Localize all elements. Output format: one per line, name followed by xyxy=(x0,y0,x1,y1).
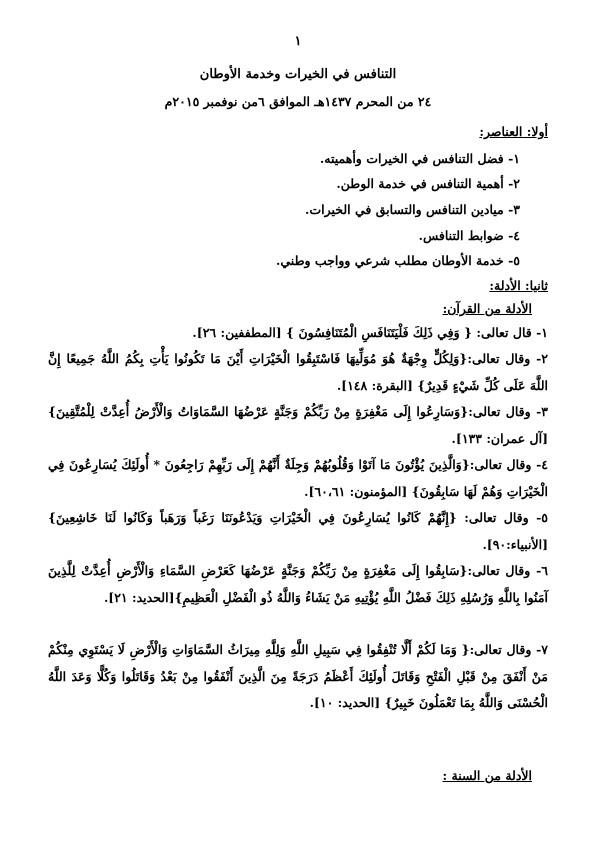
sunnah-heading: الأدلة من السنة : xyxy=(442,768,532,783)
quran-heading: الأدلة من القرآن: xyxy=(442,301,532,316)
elements-heading: أولا: العناصر: xyxy=(479,124,548,139)
quran-verse-2: ٢- وقال تعالى:{وَلِكُلٍّ وِجْهَةٌ هُوَ مُوَلِّيهَا فَاسْتَبِقُوا الْخَيْرَاتِ أَيْنَ مَا تَكُونُوا يَأْتِ بِكُمُ اللَّهُ جَمِيعًا إِنَّ اللَّهَ عَلَى كُلِّ شَيْءٍ قَدِيرٌ} [البقرة: ١٤٨]. xyxy=(48,351,548,393)
evidence-heading: ثانيا: الأدلة: xyxy=(489,278,548,293)
quran-verse-5: ٥- وقال تعالى: {إِنَّهُمْ كَانُوا يُسَارِعُونَ فِي الْخَيْرَاتِ وَيَدْعُونَنَا رَغَباً وَرَهَباً وَكَانُوا لَنَا خَاشِعِينَ} [الأنبياء:٩٠]. xyxy=(48,510,548,552)
quran-verse-7: ٧- وقال تعالى:{ وَمَا لَكُمْ أَلَّا تُنْفِقُوا فِي سَبِيلِ اللَّهِ وَلِلَّهِ مِيرَاثُ السَّمَاوَاتِ وَالْأَرْضِ لَا يَسْتَوِي مِنْكُمْ مَنْ أَنْفَقَ مِنْ قَبْلِ الْفَتْحِ وَقَاتَلَ أُولَئِكَ أَعْظَمُ دَرَجَةً مِنَ الَّذِينَ أَنْفَقُوا مِنْ بَعْدُ وَقَاتَلُوا وَكُلًّا وَعَدَ اللَّهُ الْحُسْنَى وَاللَّهُ بِمَا تَعْمَلُونَ خَبِيرٌ} [الحديد: ١٠]. xyxy=(48,642,548,710)
quran-verse-1: ١- قال تعالى: { وَفِي ذَلِكَ فَلْيَتَنَافَسِ الْمُتَنَافِسُونَ } [المطففين: ٢٦]. xyxy=(192,325,548,340)
quran-verse-6: ٦- وقال تعالى:{سَابِقُوا إِلَى مَغْفِرَةٍ مِنْ رَبِّكُمْ وَجَنَّةٍ عَرْضُهَا كَعَرْضِ السَّمَاءِ وَالْأَرْضِ أُعِدَّتْ لِلَّذِينَ آمَنُوا بِاللَّهِ وَرُسُلِهِ ذَلِكَ فَضْلُ اللَّهِ يُؤْتِيهِ مَنْ يَشَاءُ وَاللَّهُ ذُو الْفَضْلِ الْعَظِيمِ}[الحديد: ٢١]. xyxy=(48,563,548,605)
element-item-2: ٢- أهمية التنافس في خدمة الوطن. xyxy=(336,176,520,191)
page-number: ١ xyxy=(294,34,302,49)
quran-verse-4: ٤- وقال تعالى:{وَالَّذِينَ يُؤْتُونَ مَا آتَوْا وَقُلُوبُهُمْ وَجِلَةٌ أَنَّهُمْ إِلَى رَبِّهِمْ رَاجِعُونَ * أُولَئِكَ يُسَارِعُونَ فِي الْخَيْرَاتِ وَهُمْ لَهَا سَابِقُونَ} [المؤمنون: ٦٠،٦١]. xyxy=(48,457,548,499)
date-line: ٢٤ من المحرم ١٤٣٧هـ الموافق ٦من نوفمبر ٢٠١٥م xyxy=(164,94,432,109)
element-item-1: ١- فضل التنافس في الخيرات وأهميته. xyxy=(319,151,520,166)
element-item-5: ٥- خدمة الأوطان مطلب شرعي وواجب وطني. xyxy=(276,253,520,268)
page-title: التنافس في الخيرات وخدمة الأوطان xyxy=(199,67,397,82)
element-item-3: ٣- ميادين التنافس والتسابق في الخيرات. xyxy=(304,202,520,217)
quran-verse-3: ٣- وقال تعالى:{وَسَارِعُوا إِلَى مَغْفِرَةٍ مِنْ رَبِّكُمْ وَجَنَّةٍ عَرْضُهَا السَّمَاوَاتُ وَالْأَرْضُ أُعِدَّتْ لِلْمُتَّقِينَ} [آل عمران: ١٣٣]. xyxy=(48,404,548,446)
element-item-4: ٤- ضوابط التنافس. xyxy=(418,228,520,243)
